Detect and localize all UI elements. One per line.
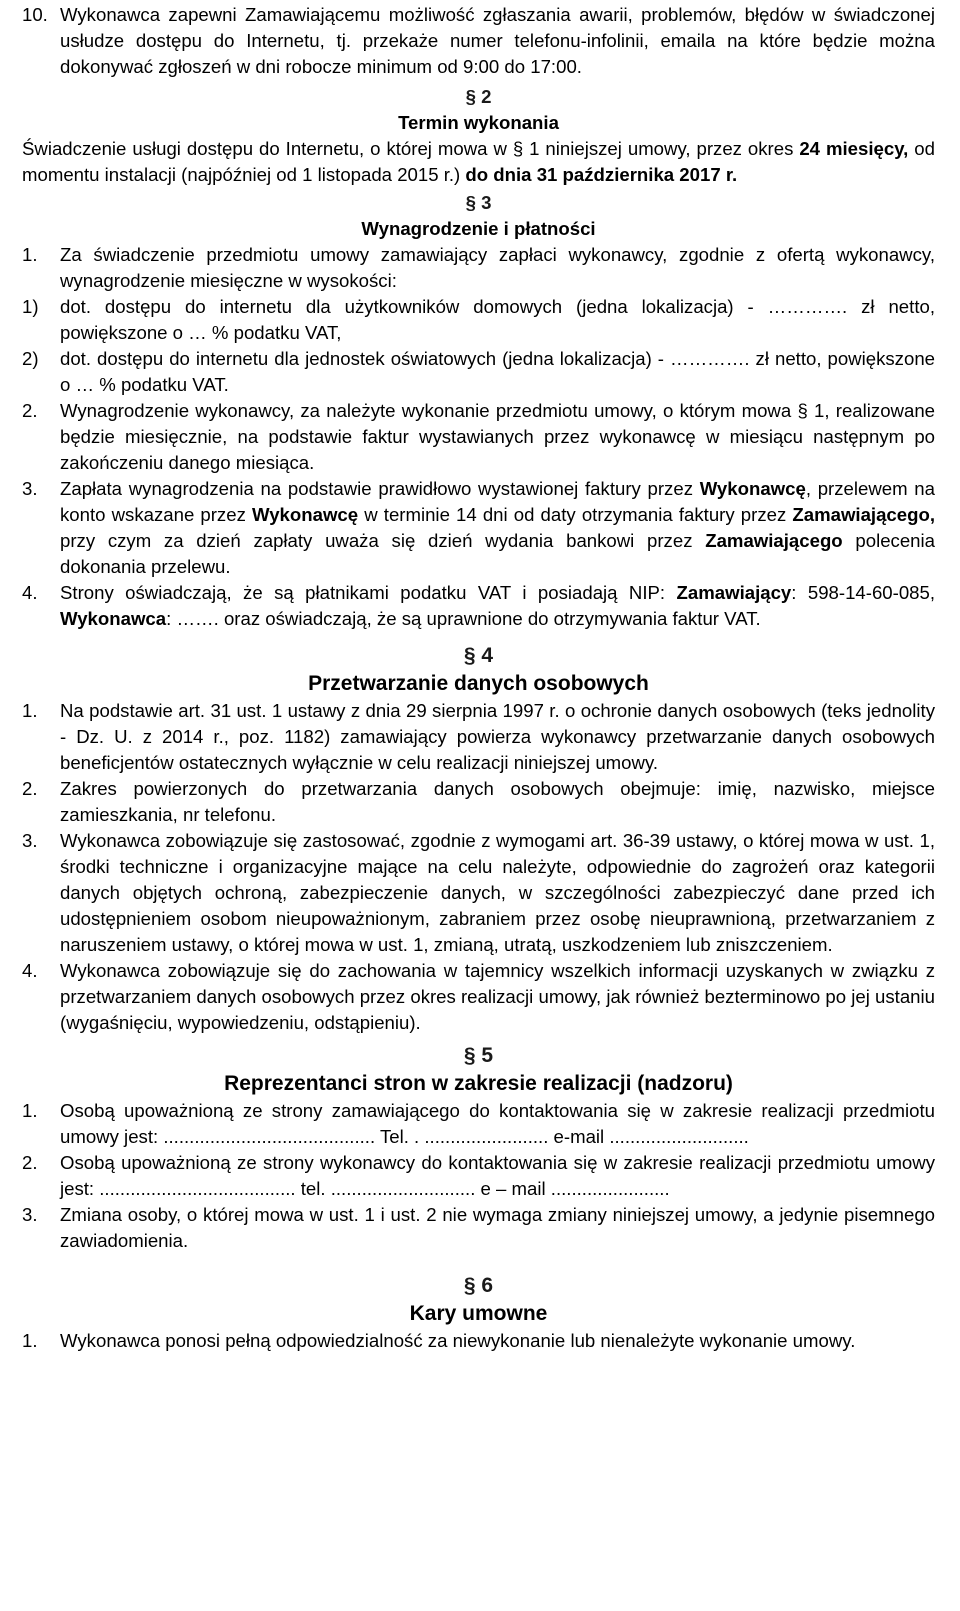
paragraph-number: 10.	[22, 4, 48, 25]
paragraph-number: 1.	[22, 700, 38, 721]
list-item	[22, 958, 935, 1036]
bold-run: Zamawiający	[676, 582, 792, 603]
text-run: od momentu instalacji (najpóźniej od 1 listopada 2015 r.)	[22, 138, 935, 185]
list-item	[22, 1202, 935, 1254]
paragraph-3-4	[22, 580, 935, 632]
text-run: , przelewem na konto wskazane przez	[60, 478, 935, 525]
section-number: § 5	[463, 1044, 494, 1067]
text-run: Zapłata wynagrodzenia na podstawie prawidłowo wystawionej faktury przez	[60, 478, 700, 499]
list-item	[22, 1098, 935, 1150]
section-number: § 6	[463, 1274, 494, 1297]
paragraph-number: 4.	[22, 960, 38, 981]
list-item	[22, 1328, 935, 1354]
paragraph-text: Za świadczenie przedmiotu umowy zamawiający zapłaci wykonawcy, zgodnie z ofertą wykonawcy, wynagrodzenie miesięczne w wysokości:	[60, 244, 935, 291]
list-item	[22, 828, 935, 958]
section-number: § 4	[463, 644, 494, 667]
paragraph-number: 2.	[22, 778, 38, 799]
paragraph-text: Zakres powierzonych do przetwarzania danych osobowych obejmuje: imię, nazwisko, miejsce zamieszkania, nr telefonu.	[60, 778, 935, 825]
paragraph-3-1-1	[22, 294, 935, 346]
section-title: Reprezentanci stron w zakresie realizacji (nadzoru)	[224, 1072, 733, 1095]
section-title: Przetwarzanie danych osobowych	[308, 672, 649, 695]
paragraph-text: Osobą upoważnioną ze strony wykonawcy do kontaktowania się w zakresie realizacji przedmiotu umowy jest: ...................................... tel. ............................ e – mail .......................	[60, 1152, 935, 1199]
paragraph-number: 2)	[22, 348, 39, 369]
text-run: przy czym za dzień zapłaty uważa się dzień wydania bankowi przez	[60, 530, 706, 551]
paragraph-text: Wynagrodzenie wykonawcy, za należyte wykonanie przedmiotu umowy, o którym mowa § 1, realizowane będzie miesięcznie, na podstawie faktur wystawianych przez wykonawcę w miesiącu następnym po zakończeniu danego miesiąca.	[60, 400, 935, 473]
section-number: § 2	[465, 86, 492, 107]
paragraph-text: Wykonawca zobowiązuje się zastosować, zgodnie z wymogami art. 36-39 ustawy, o której mowa w ust. 1, środki techniczne i organizacyjne mające na celu należyte, odpowiednie do zagrożeń oraz kategorii danych objętych ochroną, zabezpieczenie danych, w szczególności zabezpieczyć dane przed ich udostępnieniem osobom nieupoważnionym, zabraniem przez osobę nieuprawnioną, przetwarzaniem z naruszeniem ustawy, o której mowa w ust. 1, zmianą, utratą, uszkodzeniem lub zniszczeniem.	[60, 830, 935, 955]
paragraph-3-1-2	[22, 346, 935, 398]
section-title: Kary umowne	[409, 1302, 548, 1325]
paragraph-number: 1)	[22, 296, 39, 317]
bold-run: Zamawiającego	[705, 530, 843, 551]
paragraph-number: 3.	[22, 830, 38, 851]
section-title: Wynagrodzenie i płatności	[361, 218, 596, 239]
bold-run: Wykonawcę	[252, 504, 359, 525]
paragraph-number: 2.	[22, 1152, 38, 1173]
paragraph-number: 4.	[22, 582, 38, 603]
paragraph-text: Wykonawca zapewni Zamawiającemu możliwość zgłaszania awarii, problemów, błędów w świadczonej usłudze dostępu do Internetu, tj. przekaże numer telefonu-infolinii, emaila na które będzie można dokonywać zgłoszeń w dni robocze minimum od 9:00 do 17:00.	[60, 4, 935, 77]
paragraph-number: 3.	[22, 478, 38, 499]
text-run: Świadczenie usługi dostępu do Internetu, o której mowa w § 1 niniejszej umowy, przez okres	[22, 138, 800, 159]
section-6-list	[22, 1328, 935, 1354]
bold-run: 24 miesięcy,	[799, 138, 909, 159]
paragraph-10	[22, 2, 935, 80]
section-4-list	[22, 698, 935, 1036]
paragraph-number: 2.	[22, 400, 38, 421]
paragraph-text: Wykonawca zobowiązuje się do zachowania w tajemnicy wszelkich informacji uzyskanych w związku z przetwarzaniem danych osobowych przez okres realizacji umowy, jak również bezterminowo po jej ustaniu (wygaśnięciu, wypowiedzeniu, odstąpieniu).	[60, 960, 935, 1033]
paragraph-text: dot. dostępu do internetu dla jednostek oświatowych (jedna lokalizacja) - …………. zł netto, powiększone o … % podatku VAT.	[60, 348, 935, 395]
document-page	[0, 2, 960, 1354]
bold-run: do dnia 31 października 2017 r.	[465, 164, 738, 185]
list-item	[22, 698, 935, 776]
text-run: w terminie 14 dni od daty otrzymania faktury przez	[358, 504, 793, 525]
text-run: : 598-14-60-085,	[791, 582, 936, 603]
paragraph-text: dot. dostępu do internetu dla użytkowników domowych (jedna lokalizacja) - …………. zł netto, powiększone o … % podatku VAT,	[60, 296, 935, 343]
text-run: : ……. oraz oświadczają, że są uprawnione do otrzymywania faktur VAT.	[166, 608, 761, 629]
paragraph-number: 1.	[22, 1330, 38, 1351]
section-5-list	[22, 1098, 935, 1254]
paragraph-3-3	[22, 476, 935, 580]
section-number: § 3	[465, 192, 492, 213]
paragraph-text: Zmiana osoby, o której mowa w ust. 1 i ust. 2 nie wymaga zmiany niniejszej umowy, a jedynie pisemnego zawiadomienia.	[60, 1204, 935, 1251]
text-run: polecenia dokonania przelewu.	[60, 530, 935, 577]
section-2-text	[22, 136, 935, 188]
paragraph-text: Wykonawca ponosi pełną odpowiedzialność za niewykonanie lub nienależyte wykonanie umowy.	[60, 1330, 856, 1351]
list-item	[22, 776, 935, 828]
list-item	[22, 1150, 935, 1202]
bold-run: Wykonawcę	[699, 478, 806, 499]
paragraph-number: 3.	[22, 1204, 38, 1225]
paragraph-number: 1.	[22, 244, 38, 265]
bold-run: Wykonawca	[60, 608, 167, 629]
paragraph-text: Osobą upoważnioną ze strony zamawiającego do kontaktowania się w zakresie realizacji przedmiotu umowy jest: ......................................... Tel. . ........................ e-mail ...........................	[60, 1100, 935, 1147]
text-run: Strony oświadczają, że są płatnikami podatku VAT i posiadają NIP:	[60, 582, 677, 603]
bold-run: Zamawiającego,	[792, 504, 935, 525]
paragraph-3-2	[22, 398, 935, 476]
section-title: Termin wykonania	[398, 112, 559, 133]
paragraph-number: 1.	[22, 1100, 38, 1121]
paragraph-3-1	[22, 242, 935, 294]
paragraph-text: Na podstawie art. 31 ust. 1 ustawy z dnia 29 sierpnia 1997 r. o ochronie danych osobowych (teks jednolity - Dz. U. z 2014 r., poz. 1182) zamawiający powierza wykonawcy przetwarzanie danych osobowych beneficjentów ostatecznych wyłącznie w celu realizacji niniejszej umowy.	[60, 700, 935, 773]
